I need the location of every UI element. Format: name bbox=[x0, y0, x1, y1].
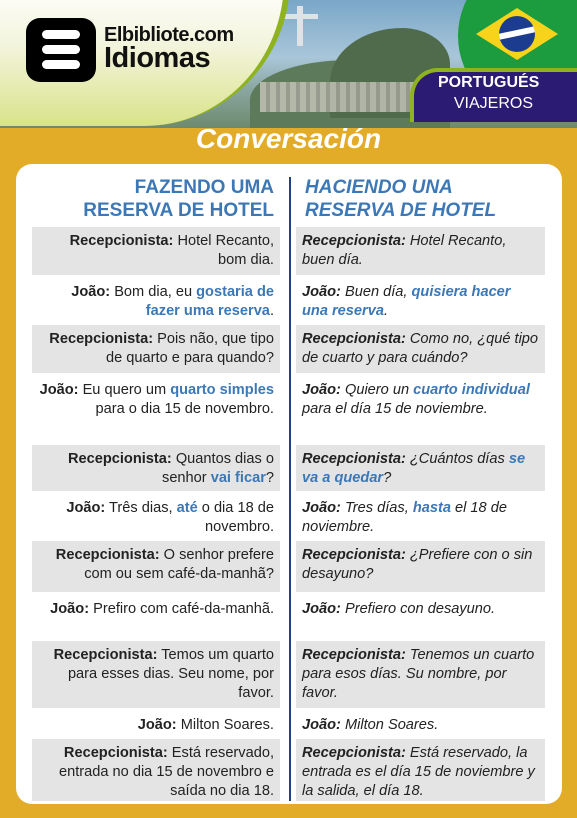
speaker-name: Recepcionista: bbox=[63, 745, 168, 761]
speaker-name: Recepcionista: bbox=[69, 233, 174, 249]
badge-language: PORTUGUÉS bbox=[438, 74, 540, 91]
line-text: ? bbox=[383, 470, 392, 486]
speaker-name: João: bbox=[302, 717, 341, 733]
dialogue-row bbox=[32, 325, 545, 373]
highlighted-phrase: hasta bbox=[412, 500, 451, 516]
spanish-line bbox=[296, 739, 545, 801]
line-text: Buen día, bbox=[340, 284, 412, 300]
highlighted-phrase: vai ficar bbox=[210, 470, 266, 486]
dialogue-row bbox=[32, 227, 545, 275]
speaker-name: Recepcionista: bbox=[302, 745, 406, 761]
portuguese-line bbox=[32, 278, 280, 322]
portuguese-line bbox=[32, 376, 280, 442]
spanish-line bbox=[296, 494, 545, 538]
portuguese-title-line-2: RESERVA DE HOTEL bbox=[83, 200, 274, 221]
line-text: Milton Soares. bbox=[340, 717, 439, 733]
brand-name: Idiomas bbox=[104, 42, 211, 74]
speaker-name: João: bbox=[71, 284, 111, 300]
portuguese-line bbox=[32, 595, 280, 638]
dialogue-row bbox=[32, 445, 545, 491]
speaker-name: João: bbox=[302, 284, 341, 300]
speaker-name: João: bbox=[137, 717, 177, 733]
spanish-line bbox=[296, 227, 545, 275]
line-text: Prefiero con desayuno. bbox=[340, 601, 496, 617]
spanish-line bbox=[296, 278, 545, 322]
speaker-name: João: bbox=[50, 601, 90, 617]
spanish-line bbox=[296, 376, 545, 442]
line-text: Prefiro com café-da-manhã. bbox=[89, 601, 274, 617]
spanish-title-line-2: RESERVA DE HOTEL bbox=[305, 200, 497, 221]
flag-globe-icon bbox=[499, 16, 535, 52]
line-text: Como no, ¿qué tipo de cuarto y para cuándo? bbox=[302, 331, 539, 366]
portuguese-line bbox=[32, 641, 280, 708]
line-text: . bbox=[383, 303, 389, 319]
dialogue-row bbox=[32, 376, 545, 442]
line-text: Eu quero um bbox=[78, 382, 171, 398]
christ-statue bbox=[297, 6, 303, 46]
badge-course: VIAJEROS bbox=[453, 95, 533, 112]
header-banner bbox=[0, 0, 577, 128]
line-text: Tres días, bbox=[340, 500, 413, 516]
line-text: Hotel Recanto, buen día. bbox=[302, 233, 507, 268]
line-text: Bom dia, eu bbox=[110, 284, 197, 300]
highlighted-phrase: quisiera hacer una reserva bbox=[302, 284, 511, 319]
spanish-line bbox=[296, 641, 545, 708]
highlighted-phrase: gostaria de fazer uma reserva bbox=[145, 284, 274, 319]
speaker-name: Recepcionista: bbox=[53, 647, 158, 663]
spanish-line bbox=[296, 595, 545, 638]
spanish-line bbox=[296, 541, 545, 592]
spanish-line bbox=[296, 711, 545, 736]
portuguese-line bbox=[32, 445, 280, 491]
speaker-name: Recepcionista: bbox=[55, 547, 160, 563]
line-text: el 18 de noviembre. bbox=[302, 500, 507, 535]
line-text: Temos um quarto para esses dias. Seu nome, por favor. bbox=[67, 647, 274, 701]
speaker-name: Recepcionista: bbox=[49, 331, 154, 347]
speaker-name: Recepcionista: bbox=[302, 547, 406, 563]
speaker-name: Recepcionista: bbox=[302, 451, 406, 467]
portuguese-line bbox=[32, 739, 280, 801]
line-text: Pois não, que tipo de quarto e para quando? bbox=[106, 331, 274, 366]
line-text: Está reservado, entrada no dia 15 de novembro e saída no dia 18. bbox=[58, 745, 274, 799]
portuguese-column-title bbox=[40, 176, 274, 222]
portuguese-title-line-1: FAZENDO UMA bbox=[134, 177, 274, 198]
brand-site: Elbibliote.com bbox=[104, 24, 234, 46]
line-text: Milton Soares. bbox=[176, 717, 274, 733]
page-title: Conversación bbox=[195, 123, 382, 154]
line-text: Quiero un bbox=[340, 382, 414, 398]
spanish-line bbox=[296, 325, 545, 373]
dialogue-row bbox=[32, 278, 545, 322]
portuguese-line bbox=[32, 711, 280, 736]
line-text: ¿Cuántos días bbox=[405, 451, 509, 467]
line-text: para o dia 15 de novembro. bbox=[95, 401, 274, 417]
spanish-column-title bbox=[305, 176, 545, 222]
speaker-name: Recepcionista: bbox=[302, 647, 406, 663]
highlighted-phrase: até bbox=[176, 500, 198, 516]
speaker-name: João: bbox=[302, 382, 341, 398]
line-text: O senhor prefere com ou sem café-da-manhã? bbox=[84, 547, 274, 582]
portuguese-line bbox=[32, 494, 280, 538]
dialogue-row bbox=[32, 494, 545, 538]
highlighted-phrase: quarto simples bbox=[170, 382, 274, 398]
line-text: para el día 15 de noviembre. bbox=[302, 401, 488, 417]
speaker-name: João: bbox=[39, 382, 79, 398]
line-text: Tenemos un cuarto para esos días. Su nombre, por favor. bbox=[302, 647, 535, 701]
highlighted-phrase: cuarto individual bbox=[413, 382, 530, 398]
dialogue-row bbox=[32, 541, 545, 592]
portuguese-line bbox=[32, 541, 280, 592]
dialogue-row bbox=[32, 641, 545, 708]
line-text: Hotel Recanto, bom dia. bbox=[173, 233, 274, 268]
logo-e-icon bbox=[42, 30, 80, 70]
highlighted-phrase: se va a quedar bbox=[302, 451, 526, 486]
line-text: Está reservado, la entrada es el día 15 de noviembre y la salida, el día 18. bbox=[302, 745, 535, 799]
portuguese-line bbox=[32, 227, 280, 275]
line-text: . bbox=[269, 303, 274, 319]
line-text: ? bbox=[265, 470, 274, 486]
speaker-name: Recepcionista: bbox=[67, 451, 172, 467]
line-text: o dia 18 de novembro. bbox=[197, 500, 274, 535]
dialogue-row bbox=[32, 595, 545, 638]
line-text: ¿Prefiere con o sin desayuno? bbox=[302, 547, 533, 582]
speaker-name: João: bbox=[302, 601, 341, 617]
speaker-name: Recepcionista: bbox=[302, 331, 406, 347]
dialogue-row bbox=[32, 711, 545, 736]
portuguese-line bbox=[32, 325, 280, 373]
line-text: Três dias, bbox=[105, 500, 177, 516]
speaker-name: João: bbox=[66, 500, 106, 516]
dialogue-row bbox=[32, 739, 545, 801]
spanish-line bbox=[296, 445, 545, 491]
speaker-name: João: bbox=[302, 500, 341, 516]
speaker-name: Recepcionista: bbox=[302, 233, 406, 249]
spanish-title-line-1: HACIENDO UNA bbox=[305, 177, 453, 198]
line-text: Quantos dias o senhor bbox=[162, 451, 274, 486]
